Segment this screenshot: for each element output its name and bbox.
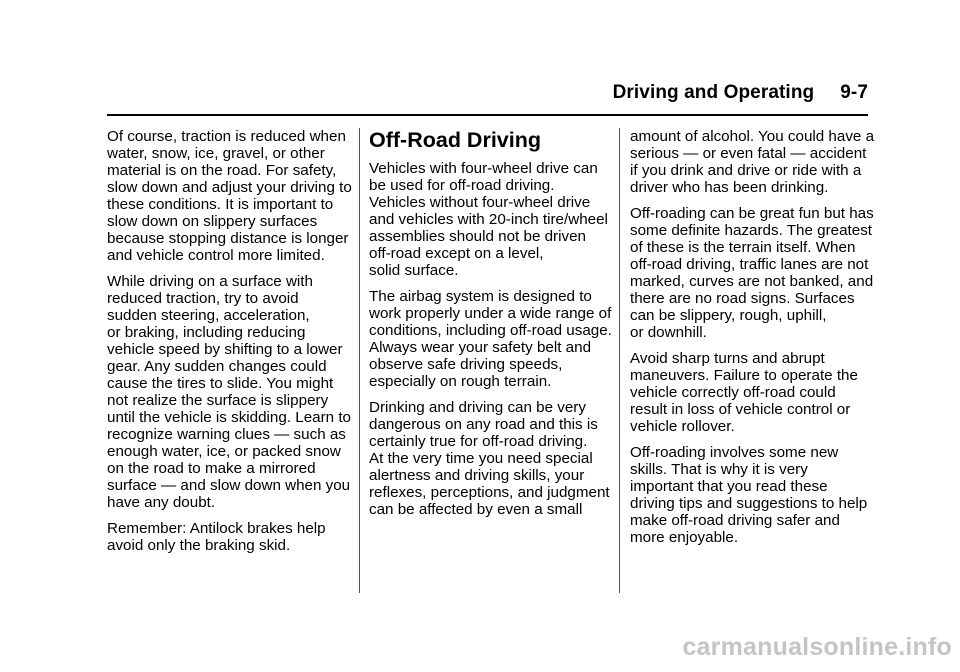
text-line: material is on the road. For safety, [107, 162, 337, 179]
text-line: surface — and slow down when you [107, 477, 351, 494]
column-left [107, 128, 361, 563]
text-line: these conditions. It is important to [107, 196, 334, 213]
text-line: important that you read these [630, 478, 828, 495]
text-line: reflexes, perceptions, and judgment [369, 484, 610, 501]
text-line: until the vehicle is skidding. Learn to [107, 409, 351, 426]
text-line: of these is the terrain itself. When [630, 239, 856, 256]
text-line: vehicle correctly off-road could [630, 384, 836, 401]
text-line: avoid only the braking skid. [107, 537, 291, 554]
text-line: Drinking and driving can be very [369, 399, 586, 416]
text-line: because stopping distance is longer [107, 230, 349, 247]
text-line: Vehicles without four-wheel drive [369, 194, 591, 211]
text-line: and vehicles with 20-inch tire/wheel [369, 211, 608, 228]
text-line: Off-roading can be great fun but has [630, 205, 874, 222]
paragraph [369, 288, 623, 390]
text-line: reduced traction, try to avoid [107, 290, 299, 307]
text-line: have any doubt. [107, 494, 216, 511]
text-line: or braking, including reducing [107, 324, 306, 341]
text-line: can be slippery, rough, uphill, [630, 307, 827, 324]
paragraph [369, 399, 623, 518]
column-right [630, 128, 884, 555]
text-line: The airbag system is designed to [369, 288, 592, 305]
text-line: driver who has been drinking. [630, 179, 829, 196]
text-line: slow down on slippery surfaces [107, 213, 318, 230]
text-line: some definite hazards. The greatest [630, 222, 873, 239]
paragraph [630, 205, 884, 341]
text-line: amount of alcohol. You could have a [630, 128, 875, 145]
text-line: not realize the surface is slippery [107, 392, 329, 409]
section-heading: Off-Road Driving [369, 128, 541, 152]
text-line: dangerous on any road and this is [369, 416, 598, 433]
text-line: Vehicles with four-wheel drive can [369, 160, 598, 177]
paragraph [107, 520, 361, 554]
paragraph [369, 160, 623, 279]
text-line: work properly under a wide range of [369, 305, 612, 322]
watermark-logo: carmanualsonline.info [682, 633, 952, 661]
page-header [613, 82, 868, 104]
text-line: conditions, including off-road usage. [369, 322, 612, 339]
header-rule [107, 114, 868, 116]
text-line: Of course, traction is reduced when [107, 128, 346, 145]
text-line: enough water, ice, or packed snow [107, 443, 341, 460]
text-line: Off-roading involves some new [630, 444, 839, 461]
text-line: cause the tires to slide. You might [107, 375, 334, 392]
paragraph [630, 350, 884, 435]
text-line: vehicle speed by shifting to a lower [107, 341, 343, 358]
section-title: Driving and Operating [612, 82, 815, 103]
column-divider [359, 128, 360, 593]
text-line: there are no road signs. Surfaces [630, 290, 855, 307]
text-line: if you drink and drive or ride with a [630, 162, 862, 179]
text-line: assemblies should not be driven [369, 228, 586, 245]
text-line: alertness and driving skills, your [369, 467, 585, 484]
text-line: At the very time you need special [369, 450, 593, 467]
text-line: make off-road driving safer and [630, 512, 840, 529]
paragraph [107, 273, 361, 511]
text-line: Remember: Antilock brakes help [107, 520, 326, 537]
paragraph [107, 128, 361, 264]
text-line: result in loss of vehicle control or [630, 401, 851, 418]
text-line: While driving on a surface with [107, 273, 313, 290]
text-line: Always wear your safety belt and [369, 339, 592, 356]
text-line: observe safe driving speeds, [369, 356, 563, 373]
text-line: certainly true for off-road driving. [369, 433, 588, 450]
column-divider [619, 128, 620, 593]
text-line: especially on rough terrain. [369, 373, 552, 390]
text-line: sudden steering, acceleration, [107, 307, 310, 324]
text-line: vehicle rollover. [630, 418, 735, 435]
text-line: can be affected by even a small [369, 501, 583, 518]
text-line: be used for off-road driving. [369, 177, 555, 194]
text-line: Avoid sharp turns and abrupt [630, 350, 825, 367]
paragraph [630, 444, 884, 546]
column-middle [369, 128, 623, 527]
text-line: water, snow, ice, gravel, or other [107, 145, 325, 162]
text-line: slow down and adjust your driving to [107, 179, 352, 196]
text-line: marked, curves are not banked, and [630, 273, 874, 290]
text-line: solid surface. [369, 262, 459, 279]
text-line: or downhill. [630, 324, 707, 341]
text-line: maneuvers. Failure to operate the [630, 367, 858, 384]
text-line: serious — or even fatal — accident [630, 145, 867, 162]
paragraph [630, 128, 884, 196]
text-line: and vehicle control more limited. [107, 247, 325, 264]
text-line: driving tips and suggestions to help [630, 495, 868, 512]
text-line: more enjoyable. [630, 529, 739, 546]
text-line: skills. That is why it is very [630, 461, 808, 478]
page-number: 9-7 [840, 82, 868, 103]
text-line: off-road driving, traffic lanes are not [630, 256, 869, 273]
text-line: on the road to make a mirrored [107, 460, 316, 477]
text-line: recognize warning clues — such as [107, 426, 346, 443]
text-line: gear. Any sudden changes could [107, 358, 327, 375]
text-line: off-road except on a level, [369, 245, 544, 262]
